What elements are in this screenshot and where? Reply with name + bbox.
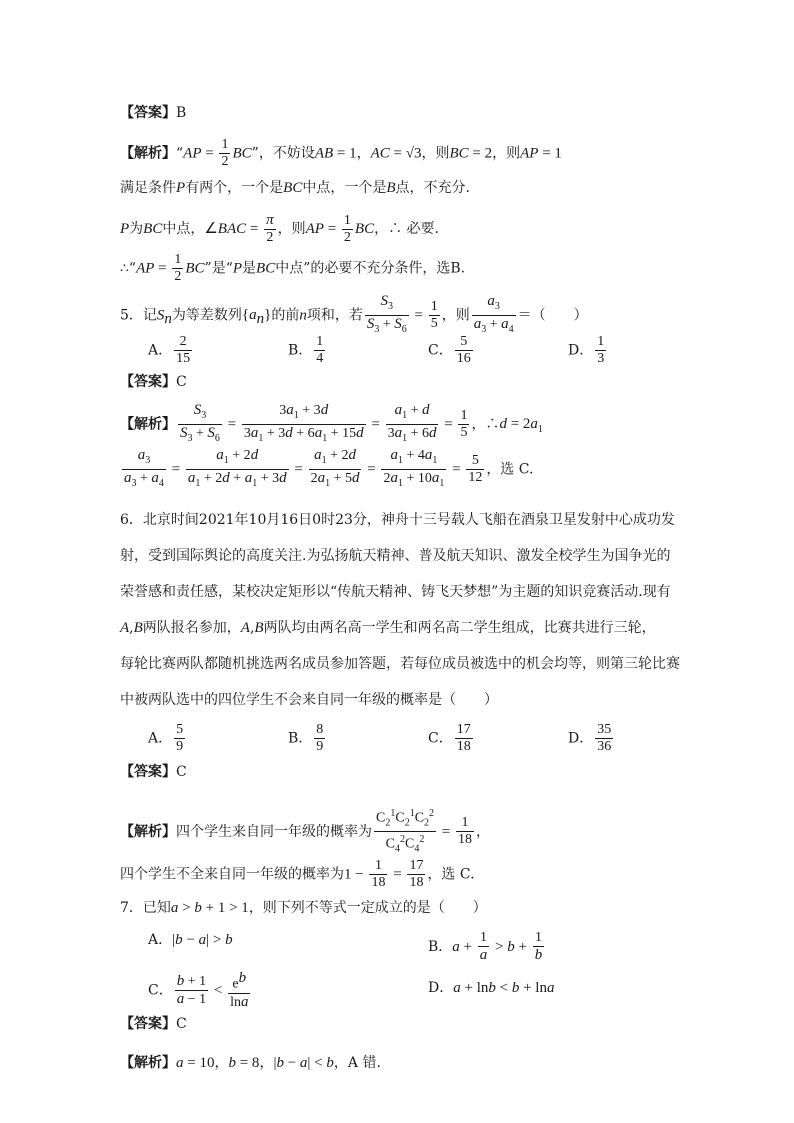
q6-option-c[interactable]: C． $\frac{17}{18}$ (428, 722, 471, 754)
q6-stem-line1: 6．北京时间2021年10月16日0时23分，神舟十三号载人飞船在酒泉卫星发射中心成功发 (120, 512, 675, 528)
q7-stem: 7．已知a > b + 1 > 1，则下列不等式一定成立的是（ ） (120, 900, 487, 916)
q6-stem-line4: A,B两队报名参加，A,B两队均由两名高一学生和两名高二学生组成，比赛共进行三轮， (120, 620, 656, 636)
q4-analysis-line4: ∴“AP = $\frac{1}{2}$ BC”是“P是BC中点”的必要不充分条件，选B. (120, 252, 466, 284)
q4-analysis-line1: 【解析】“AP = $\frac{1}{2}$ BC”，不妨设AB = 1，AC = √3，则BC = 2，则AP = 1 (120, 137, 562, 169)
analysis-label: 【解析】 (120, 145, 176, 162)
q5-option-d[interactable]: D． $\frac{1}{3}$ (568, 334, 605, 366)
q6-stem-line2: 射，受到国际舆论的高度关注.为弘扬航天精神、普及航天知识、激发全校学生为国争光的 (120, 548, 671, 564)
q4-analysis-line2: 满足条件P有两个，一个是BC中点，一个是B点，不充分. (120, 180, 470, 196)
q7-option-c[interactable]: C． $\frac{b + 1}{a - 1}$ < $\frac{e^b}{\ln a}$ (148, 970, 249, 1010)
q6-option-a[interactable]: A． $\frac{5}{9}$ (148, 722, 184, 754)
q4-answer (120, 103, 186, 123)
q6-option-b[interactable]: B． $\frac{8}{9}$ (288, 722, 324, 754)
q7-option-a[interactable]: A．|b − a| > b (148, 932, 233, 948)
answer-label: 【答案】 (120, 105, 176, 121)
q7-option-d[interactable]: D．a + lnb < b + lna (428, 980, 555, 996)
q5-stem: 5．记$S_n$为等差数列$\{a_n\}$的前n项和，若 $\frac{S_3}{S_3 + S_6}$ = $\frac{1}{5}$ ，则 $\frac{a_3}{a_3 + a_4}$ ＝（ ） (120, 293, 588, 335)
q6-option-d[interactable]: D． $\frac{35}{36}$ (568, 722, 612, 754)
q5-option-a[interactable]: A． $\frac{2}{15}$ (148, 334, 191, 366)
q5-analysis-line2: $\frac{a_3}{a_3 + a_4}$ = $\frac{a_1 + 2d}{a_1 + 2d + a_1 + 3d}$ = $\frac{a_1 + 2d}{2a_1 + 5d}$ = $\frac{a_1 + 4a_1}{2a_1 + 10a_1}$ = $\frac{5}{12}$ ，选 C. (124, 447, 534, 489)
q6-stem-line3: 荣誉感和责任感，某校决定矩形以“传航天精神、铸飞天梦想”为主题的知识竞赛活动.现有 (120, 584, 671, 600)
q5-answer: 【答案】C (120, 374, 187, 390)
answer-value: B (176, 105, 187, 121)
fraction: $\frac{1}{2}$ (221, 137, 229, 169)
q6-analysis-line2: 四个学生不全来自同一年级的概率为1 − $\frac{1}{18}$ = $\frac{17}{18}$ ，选 C. (120, 858, 475, 890)
q6-analysis-line1: 【解析】四个学生来自同一年级的概率为 $\frac{C_2^1C_2^1C_2^2}{C_4^2C_4^2}$ = $\frac{1}{18}$ ， (120, 808, 490, 855)
q6-stem-line5: 每轮比赛两队都随机挑选两名成员参加答题，若每位成员被选中的机会均等，则第三轮比赛 (120, 656, 680, 672)
q4-analysis-line3: P为BC中点，∠BAC = $\frac{\pi}{2}$ ，则AP = $\frac{1}{2}$ BC，∴ 必要. (120, 212, 439, 245)
q5-option-b[interactable]: B． $\frac{1}{4}$ (288, 334, 324, 366)
q6-answer: 【答案】C (120, 764, 187, 780)
q5-analysis-line1: 【解析】 $\frac{S_3}{S_3 + S_6}$ = $\frac{3a_1 + 3d}{3a_1 + 3d + 6a_1 + 15d}$ = $\frac{a_1 + d}{3a_1 + 6d}$ = $\frac{1}{5}$ ，∴d = $2a_1$ (120, 402, 543, 444)
q7-option-b[interactable]: B．a + $\frac{1}{a}$ > b + $\frac{1}{b}$ (428, 930, 543, 963)
q5-option-c[interactable]: C． $\frac{5}{16}$ (428, 334, 471, 366)
q7-answer: 【答案】C (120, 1016, 187, 1032)
q6-stem-line6: 中被两队选中的四位学生不会来自同一年级的概率是（ ） (120, 692, 498, 708)
q7-analysis: 【解析】a = 10，b = 8，|b − a| < b，A 错. (120, 1055, 381, 1071)
